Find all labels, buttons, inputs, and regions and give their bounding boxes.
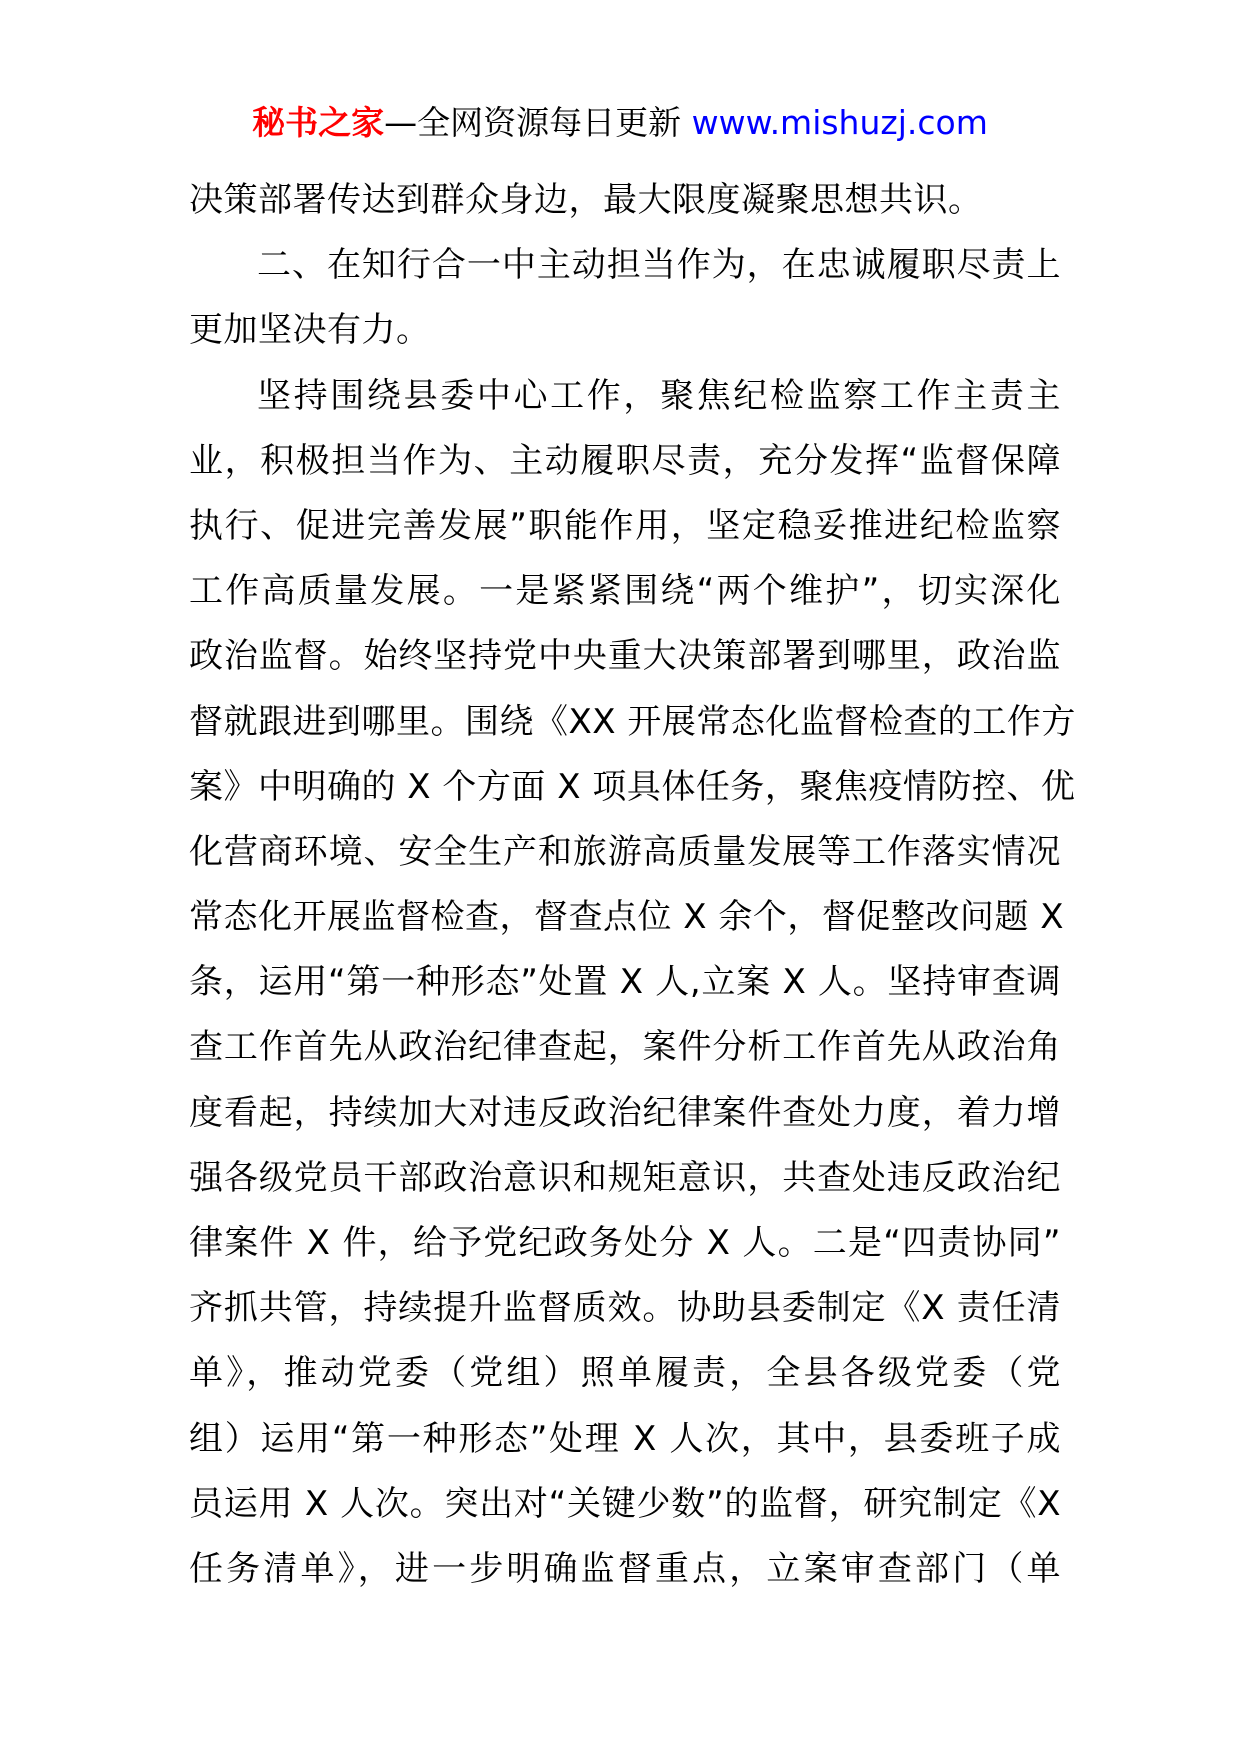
site-watermark-header: [0, 100, 1240, 146]
text-line: 工作高质量发展。一是紧紧围绕“两个维护”，切实深化: [189, 571, 1061, 612]
text-line: 化营商环境、安全生产和旅游高质量发展等工作落实情况: [189, 831, 1061, 872]
text-line: 查工作首先从政治纪律查起，案件分析工作首先从政治角: [189, 1027, 1061, 1068]
text-line: 齐抓共管，持续提升监督质效。协助县委制定《X 责任清: [189, 1288, 1061, 1329]
text-line: 督就跟进到哪里。围绕《XX 开展常态化监督检查的工作方: [189, 701, 1076, 742]
site-brand-name: 秘书之家: [252, 103, 385, 142]
text-line: 政治监督。始终坚持党中央重大决策部署到哪里，政治监: [189, 636, 1061, 677]
text-line: 组）运用“第一种形态”处理 X 人次，其中，县委班子成: [189, 1418, 1061, 1459]
text-line: 常态化开展监督检查，督查点位 X 余个，督促整改问题 X: [189, 897, 1065, 938]
text-line: 案》中明确的 X 个方面 X 项具体任务，聚焦疫情防控、优: [189, 766, 1076, 807]
text-line: 执行、促进完善发展”职能作用，坚定稳妥推进纪检监察: [189, 505, 1061, 546]
text-line: 任务清单》，进一步明确监督重点，立案审查部门（单: [189, 1548, 1061, 1589]
text-line: 律案件 X 件，给予党纪政务处分 X 人。二是“四责协同”: [189, 1223, 1061, 1263]
site-tagline: —全网资源每日更新: [384, 103, 682, 142]
text-line: 决策部署传达到群众身边，最大限度凝聚思想共识。: [189, 180, 983, 220]
text-line: 条，运用“第一种形态”处置 X 人,立案 X 人。坚持审查调: [189, 962, 1061, 1003]
text-line: 单》，推动党委（党组）照单履责，全县各级党委（党: [189, 1353, 1061, 1394]
text-line: 员运用 X 人次。突出对“关键少数”的监督，研究制定《X: [189, 1483, 1061, 1524]
text-line: 度看起，持续加大对违反政治纪律案件查处力度，着力增: [189, 1092, 1061, 1133]
text-line: 业，积极担当作为、主动履职尽责，充分发挥“监督保障: [189, 440, 1061, 481]
text-line: 强各级党员干部政治意识和规矩意识，共查处违反政治纪: [189, 1157, 1061, 1198]
section-heading-line: 二、在知行合一中主动担当作为，在忠诚履职尽责上: [257, 245, 1061, 286]
text-line: 坚持围绕县委中心工作，聚焦纪检监察工作主责主: [257, 375, 1061, 416]
site-url: www.mishuzj.com: [691, 103, 988, 142]
section-heading-line: 更加坚决有力。: [189, 310, 431, 351]
document-body: [189, 168, 1076, 1602]
